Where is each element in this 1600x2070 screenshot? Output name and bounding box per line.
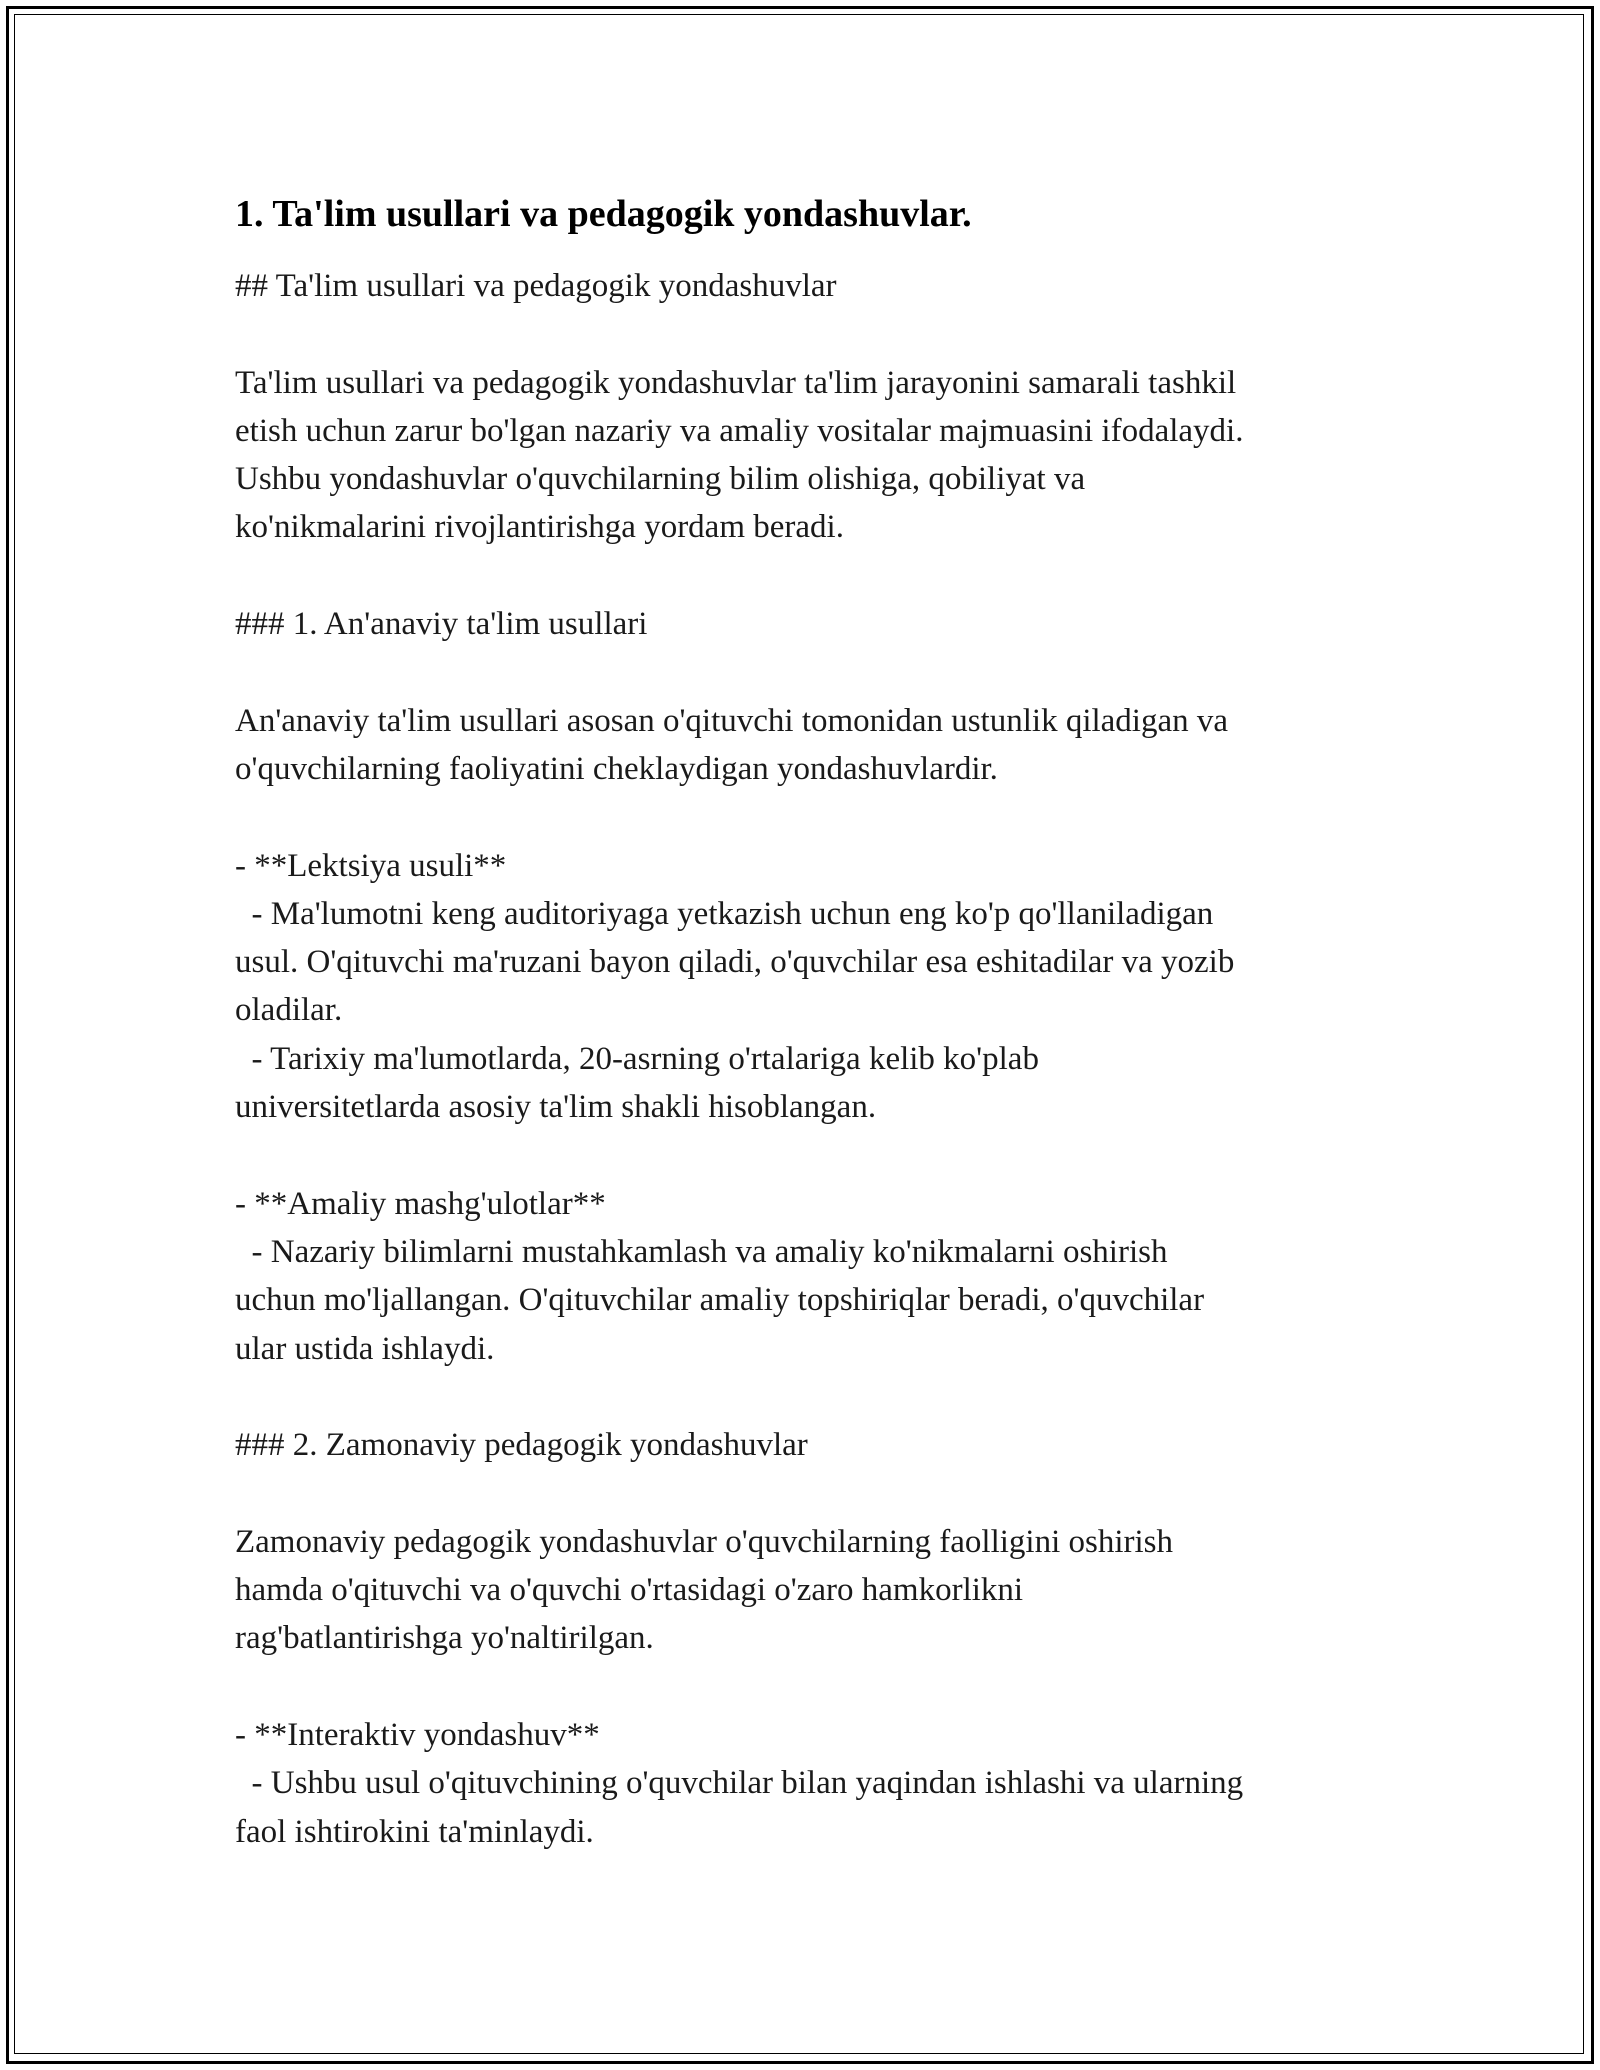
text-line: ular ustida ishlaydi. (235, 1330, 495, 1367)
text-line: ### 1. An'anaviy ta'lim usullari (235, 606, 648, 643)
text-line: faol ishtirokini ta'minlaydi. (235, 1813, 594, 1850)
text-line: - Ushbu usul o'qituvchining o'quvchilar bilan yaqindan ishlashi va ularning (235, 1765, 1244, 1802)
text-line: ### 2. Zamonaviy pedagogik yondashuvlar (235, 1427, 808, 1464)
text-line: - Nazariy bilimlarni mustahkamlash va amaliy ko'nikmalarni oshirish (235, 1233, 1168, 1270)
text-line (235, 310, 1365, 358)
text-line: - Tarixiy ma'lumotlarda, 20-asrning o'rtalariga kelib ko'plab (235, 1040, 1039, 1077)
text-line: An'anaviy ta'lim usullari asosan o'qituvchi tomonidan ustunlik qiladigan va (235, 702, 1229, 739)
text-line (235, 793, 1365, 841)
document-body (235, 190, 1365, 1856)
text-line (235, 1469, 1365, 1517)
text-line: - **Interaktiv yondashuv** (235, 1716, 600, 1753)
text-line: - Ma'lumotni keng auditoriyaga yetkazish uchun eng ko'p qo'llaniladigan (235, 895, 1214, 932)
text-line (235, 552, 1365, 600)
text-line (235, 1663, 1365, 1711)
text-line: rag'batlantirishga yo'naltirilgan. (235, 1620, 654, 1657)
text-line: - **Amaliy mashg'ulotlar** (235, 1185, 606, 1222)
text-line: usul. O'qituvchi ma'ruzani bayon qiladi, o'quvchilar esa eshitadilar va yozib (235, 944, 1235, 981)
text-line: universitetlarda asosiy ta'lim shakli hisoblangan. (235, 1089, 877, 1126)
text-line (235, 1131, 1365, 1179)
text-line: hamda o'qituvchi va o'quvchi o'rtasidagi o'zaro hamkorlikni (235, 1572, 1024, 1609)
text-line: ko'nikmalarini rivojlantirishga yordam beradi. (235, 509, 844, 546)
text-line: o'quvchilarning faoliyatini cheklaydigan yondashuvlardir. (235, 750, 998, 787)
text-line: - **Lektsiya usuli** (235, 847, 507, 884)
text-line: Ta'lim usullari va pedagogik yondashuvlar ta'lim jarayonini samarali tashkil (235, 364, 1237, 401)
text-line: etish uchun zarur bo'lgan nazariy va amaliy vositalar majmuasini ifodalaydi. (235, 412, 1244, 449)
text-line (235, 1373, 1365, 1421)
document-title: 1. Ta'lim usullari va pedagogik yondashuvlar. (235, 193, 972, 235)
text-line: oladilar. (235, 992, 343, 1029)
document-text (235, 262, 1365, 1856)
text-line: Ushbu yondashuvlar o'quvchilarning bilim olishiga, qobiliyat va (235, 461, 1086, 498)
text-line: Zamonaviy pedagogik yondashuvlar o'quvchilarning faolligini oshirish (235, 1523, 1174, 1560)
text-line (235, 648, 1365, 696)
text-line: ## Ta'lim usullari va pedagogik yondashuvlar (235, 268, 837, 304)
text-line: uchun mo'ljallangan. O'qituvchilar amaliy topshiriqlar beradi, o'quvchilar (235, 1282, 1205, 1319)
